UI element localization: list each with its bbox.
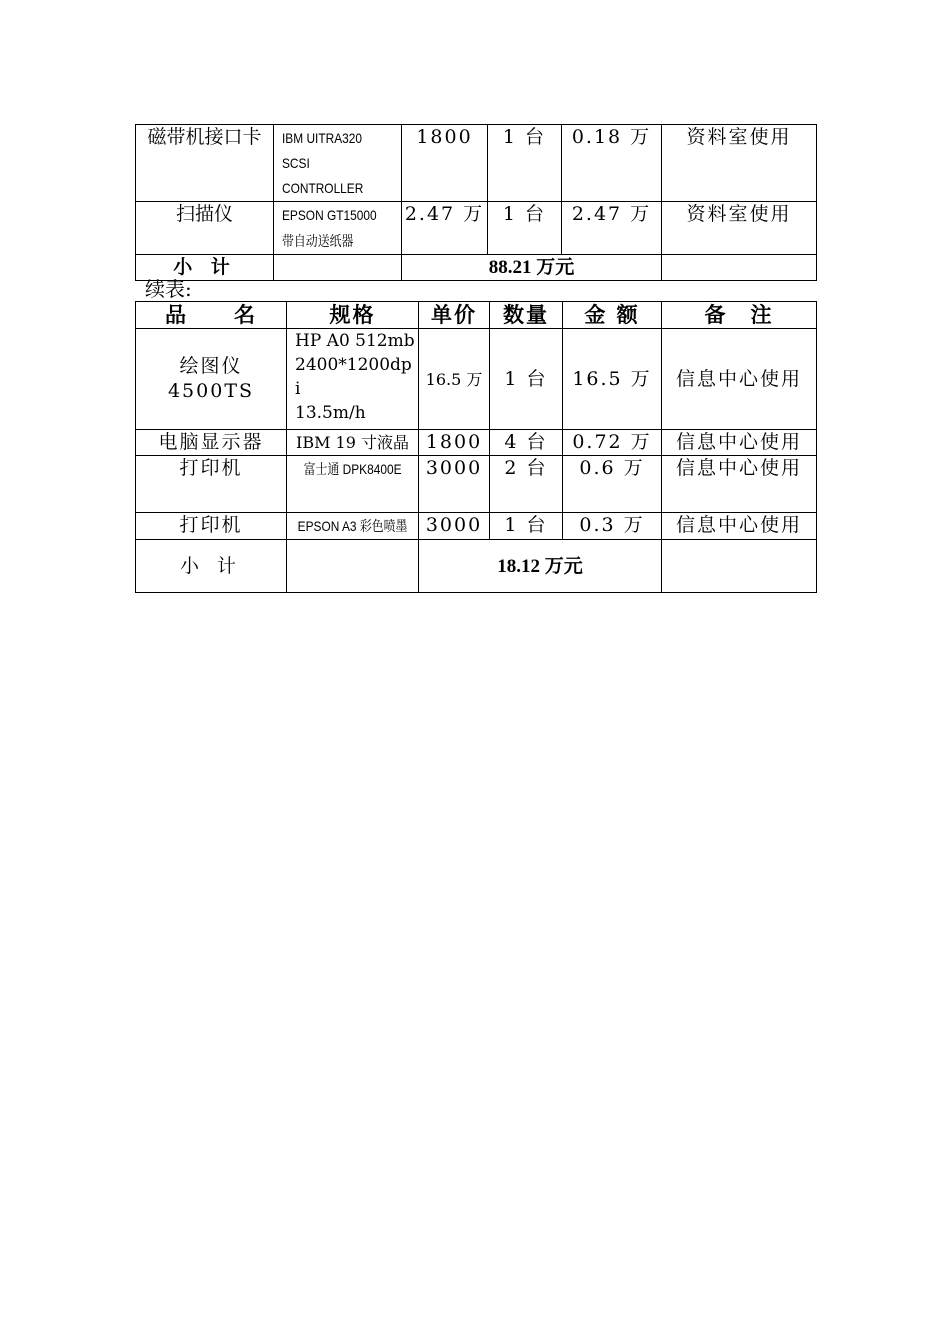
item-qty: 4 台 [490, 430, 563, 456]
item-name: 磁带机接口卡 [136, 125, 274, 202]
item-note: 信息中心使用 [662, 456, 817, 513]
item-note: 信息中心使用 [662, 329, 817, 430]
item-amount: 0.6 万 [563, 456, 662, 513]
item-qty: 1 台 [488, 202, 562, 255]
item-note: 资料室使用 [662, 125, 817, 202]
item-note: 信息中心使用 [662, 430, 817, 456]
item-spec: IBM 19 寸液晶 [287, 430, 419, 456]
table-row [136, 202, 817, 255]
empty-cell [662, 255, 817, 281]
header-spec: 规格 [287, 302, 419, 329]
item-price: 3000 [419, 513, 490, 540]
item-price: 3000 [419, 456, 490, 513]
item-spec: IBM UITRA320 SCSI CONTROLLER [274, 125, 402, 202]
item-amount: 0.72 万 [563, 430, 662, 456]
item-name: 电脑显示器 [136, 430, 287, 456]
empty-cell [662, 540, 817, 593]
continued-label: 续表: [145, 277, 192, 301]
header-qty: 数量 [490, 302, 563, 329]
subtotal-row [136, 255, 817, 281]
item-name: 扫描仪 [136, 202, 274, 255]
subtotal-value: 88.21 万元 [402, 255, 662, 281]
table-row [136, 456, 817, 513]
header-note: 备 注 [662, 302, 817, 329]
item-amount: 16.5 万 [563, 329, 662, 430]
header-name: 品 名 [136, 302, 287, 329]
item-name: 打印机 [136, 513, 287, 540]
item-spec: EPSON A3 彩色喷墨 [287, 513, 419, 540]
item-amount: 0.18 万 [562, 125, 662, 202]
item-name: 绘图仪 4500TS [136, 329, 287, 430]
table-row [136, 430, 817, 456]
equipment-table-2 [135, 301, 817, 593]
subtotal-row [136, 540, 817, 593]
equipment-table-1 [135, 124, 817, 281]
header-row [136, 302, 817, 329]
item-qty: 1 台 [488, 125, 562, 202]
subtotal-label: 小 计 [136, 540, 287, 593]
item-amount: 0.3 万 [563, 513, 662, 540]
item-price: 1800 [402, 125, 488, 202]
empty-cell [274, 255, 402, 281]
empty-cell [287, 540, 419, 593]
subtotal-value: 18.12 万元 [419, 540, 662, 593]
item-price: 16.5 万 [419, 329, 490, 430]
header-amount: 金 额 [563, 302, 662, 329]
table-row [136, 329, 817, 430]
item-qty: 1 台 [490, 329, 563, 430]
item-note: 信息中心使用 [662, 513, 817, 540]
item-amount: 2.47 万 [562, 202, 662, 255]
header-price: 单价 [419, 302, 490, 329]
item-spec: 富士通 DPK8400E [287, 456, 419, 513]
item-name: 打印机 [136, 456, 287, 513]
item-spec: EPSON GT15000 带自动送纸器 [274, 202, 402, 255]
table-row [136, 125, 817, 202]
item-spec: HP A0 512mb 2400*1200dp i 13.5m/h [287, 329, 419, 430]
item-price: 2.47 万 [402, 202, 488, 255]
subtotal-label: 小 计 [136, 255, 274, 281]
item-price: 1800 [419, 430, 490, 456]
item-qty: 2 台 [490, 456, 563, 513]
item-note: 资料室使用 [662, 202, 817, 255]
table-row [136, 513, 817, 540]
item-qty: 1 台 [490, 513, 563, 540]
